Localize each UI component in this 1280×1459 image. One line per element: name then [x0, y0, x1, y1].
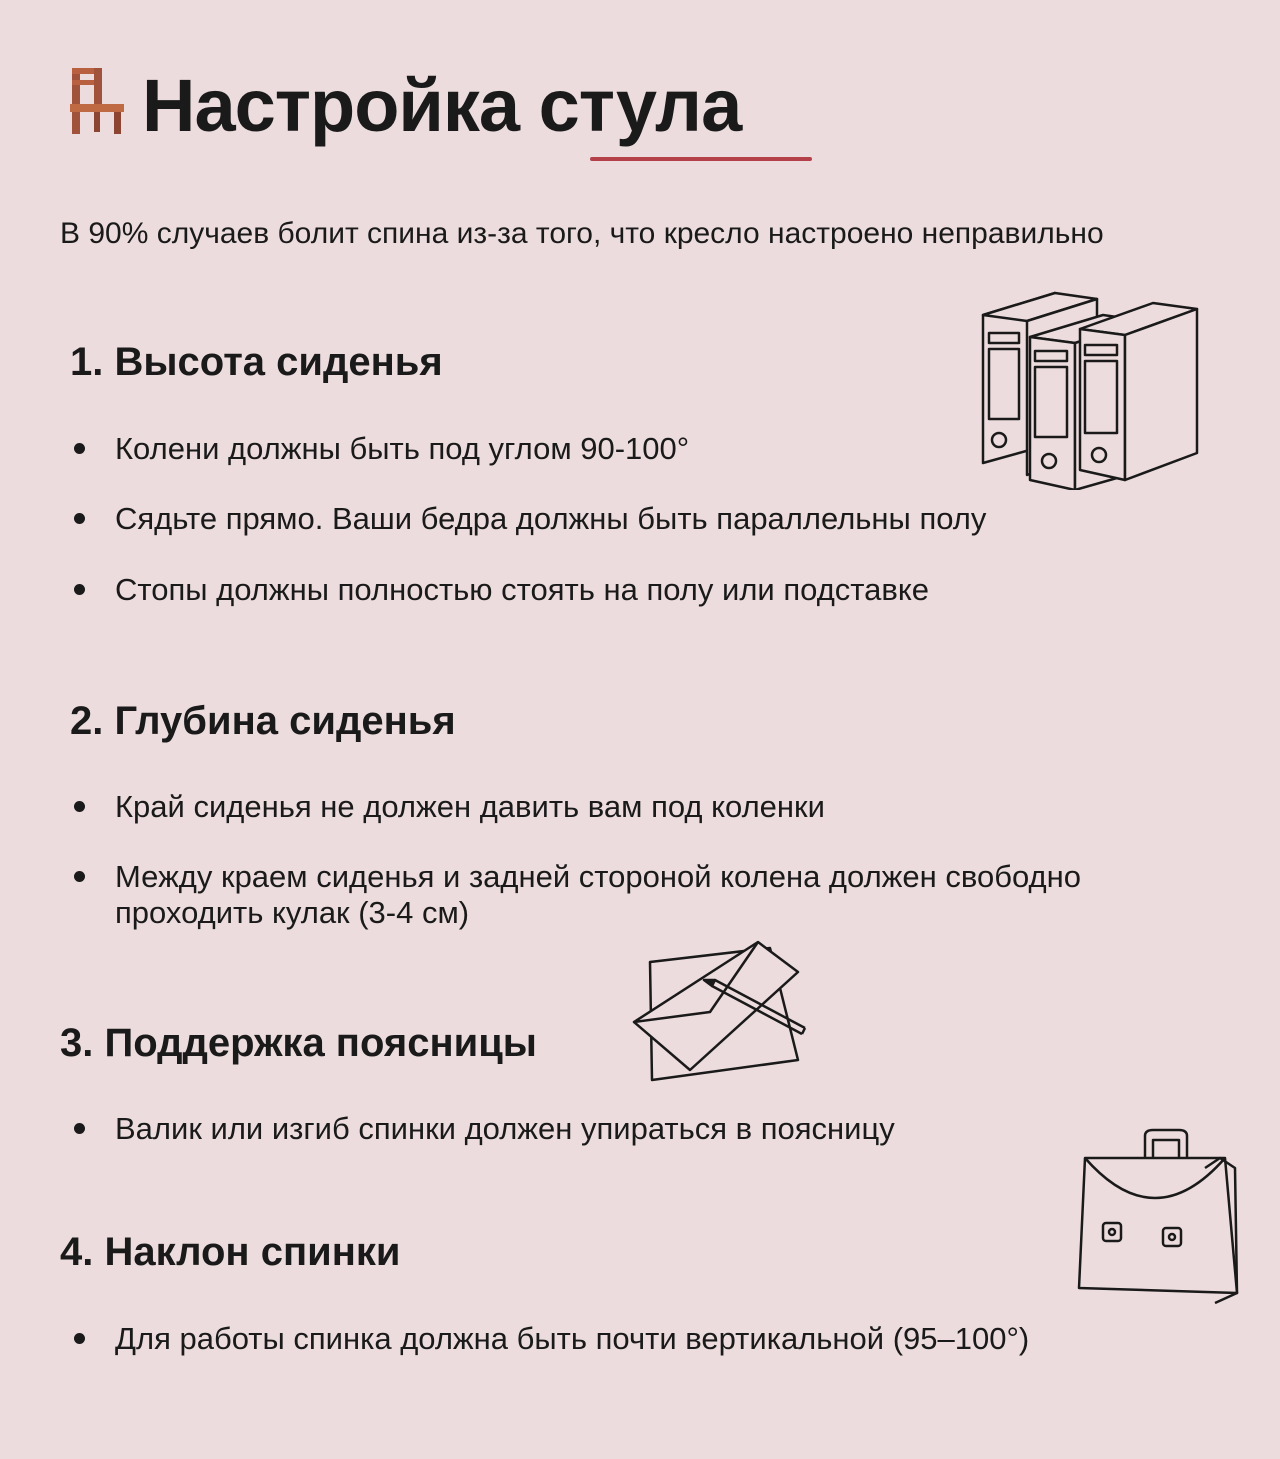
intro-text: В 90% случаев болит спина из-за того, что кресло настроено неправильно — [60, 217, 1104, 250]
bullet-dot — [74, 1123, 85, 1134]
list-item-text: Между краем сиденья и задней стороной колена должен свободно — [115, 859, 1081, 894]
list-item-text: Сядьте прямо. Ваши бедра должны быть параллельны полу — [115, 501, 987, 536]
title-underline — [590, 157, 812, 161]
bullet-dot — [74, 1333, 85, 1344]
section-heading-3: 3. Поддержка поясницы — [60, 1021, 537, 1065]
list-item-text: Валик или изгиб спинки должен упираться в поясницу — [115, 1111, 895, 1146]
bullet-dot — [74, 801, 85, 812]
list-item-text: Для работы спинка должна быть почти вертикальной (95–100°) — [115, 1321, 1030, 1356]
page-title: Настройка стула — [142, 64, 742, 147]
list-item-text: Край сиденья не должен давить вам под коленки — [115, 789, 825, 824]
binders-icon — [975, 285, 1205, 490]
briefcase-icon — [1075, 1128, 1240, 1313]
list-item-continuation: проходить кулак (3-4 см) — [115, 895, 470, 930]
envelope-pencil-icon — [630, 940, 815, 1085]
list-item-text: Стопы должны полностью стоять на полу или подставке — [115, 572, 929, 607]
list-item-text: Колени должны быть под углом 90-100° — [115, 431, 690, 466]
section-heading-4: 4. Наклон спинки — [60, 1230, 401, 1274]
bullet-dot — [74, 584, 85, 595]
bullet-dot — [74, 513, 85, 524]
chair-icon — [66, 66, 128, 136]
section-heading-1: 1. Высота сиденья — [70, 340, 443, 384]
section-heading-2: 2. Глубина сиденья — [70, 699, 456, 743]
bullet-dot — [74, 443, 85, 454]
bullet-dot — [74, 871, 85, 882]
